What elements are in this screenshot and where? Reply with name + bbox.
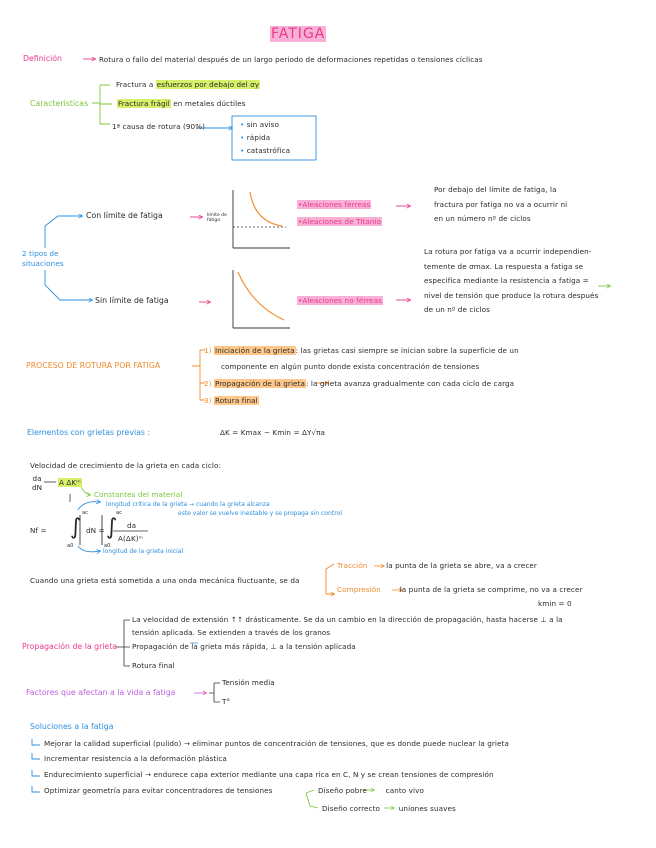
diseno-correcto [322, 804, 456, 813]
nf-note-top [106, 500, 342, 518]
eq1-rhs-value: A ΔKᵐ [59, 478, 81, 487]
diseno-pobre [318, 786, 424, 795]
caracteristica-item-1-highlight: esfuerzos por debajo del σy [156, 80, 260, 89]
solucion-item-4: Optimizar geometría para evitar concentradores de tensiones [44, 786, 273, 795]
sin-alloys: •Aleaciones no férreas [298, 296, 382, 305]
caracteristica-item-2-post: en metales dúctiles [170, 99, 246, 108]
box-item-sin-aviso: • sin aviso [240, 120, 280, 129]
box-item-catastrofica: • catastrófica [240, 146, 291, 155]
nf-note-top-line2: este valor se vuelve inestable y se propaga sin control [178, 510, 342, 517]
proceso-step-1-cont: componente en algún punto donde exista concentración de tensiones [221, 362, 480, 371]
graph-label-line1: límite de [207, 213, 227, 218]
solucion-item-3: Endurecimiento superficial → endurece capa exterior mediante una capa rica en C, N y se crean tensiones de compresión [44, 770, 494, 779]
page-title-text: FATIGA [271, 26, 326, 42]
con-note-line3: en un número nº de ciclos [434, 214, 531, 223]
eq1-num: da [32, 474, 42, 483]
graph-label-limite [207, 213, 227, 223]
diseno-correcto-value: uniones suaves [398, 804, 456, 813]
compresion-text: la punta de la grieta se comprime, no va a crecer [399, 585, 583, 594]
nf-integral-1: ∫ [70, 515, 82, 540]
sin-note-line4: nivel de tensión que produce la rotura después [424, 290, 599, 300]
elementos-formula: ΔK = Kmax − Kmin = ΔY√πa [220, 428, 326, 437]
page-title [270, 26, 326, 42]
step-3-num: 3) [204, 396, 212, 405]
eq1-note: Constantes del material [94, 490, 183, 499]
step-2-text: : la grieta avanza gradualmente con cada ciclo de carga [306, 379, 515, 388]
carga-text: Cuando una grieta está sometida a una onda mecánica fluctuante, se da [30, 576, 300, 585]
propagacion-item-3: Rotura final [132, 661, 175, 670]
definicion-text: Rotura o fallo del material después de un largo periodo de deformaciones repetidas o tensiones cíclicas [99, 55, 483, 64]
graph-label-line2: fatiga [207, 218, 220, 223]
step-3-title: Rotura final [214, 396, 258, 405]
elementos-label: Elementos con grietas previas : [27, 428, 151, 437]
sin-note-line3: especifica mediante la resistencia a fatiga = [424, 276, 589, 285]
step-1-text: : las grietas casi siempre se inician sobre la superficie de un [295, 346, 519, 355]
nf-note-top-line1: longitud crítica de la grieta → cuando la grieta alcanza [106, 501, 270, 508]
carga-traccion [337, 561, 537, 570]
propagacion-label: Propagación de la grieta [22, 642, 118, 651]
factores-label: Factores que afectan a la vida a fatiga [26, 688, 176, 697]
step-1-title: Iniciación de la grieta [214, 346, 295, 355]
caracteristica-item-1-pre: Fractura a [116, 80, 156, 89]
traccion-text: la punta de la grieta se abre, va a crecer [386, 561, 537, 570]
step-2-title: Propagación de la grieta [214, 379, 306, 388]
factor-temperatura: T° [222, 697, 231, 706]
diseno-pobre-value: canto vivo [385, 786, 424, 795]
alloy-ferreas: •Aleaciones férreas [298, 200, 371, 209]
caracteristica-item-2-highlight: Fractura frágil [118, 99, 170, 108]
compresion-label: Compresión [337, 585, 381, 594]
con-note [434, 183, 567, 227]
tipos-label [22, 249, 64, 269]
sin-note-line2: temente de σmax. La respuesta a fatiga se [424, 261, 584, 271]
caracteristica-item-2 [117, 99, 246, 108]
nf-lower-a: a0 [67, 543, 74, 549]
con-note-line1: Por debajo del límite de fatiga, la [434, 185, 557, 194]
eq1-den: dN [32, 483, 43, 492]
nf-frac-num: da [127, 521, 137, 530]
con-alloys [297, 196, 382, 230]
diseno-pobre-label: Diseño pobre [318, 786, 367, 795]
con-limite-label: Con límite de fatiga [86, 211, 163, 220]
sin-note [424, 245, 598, 318]
tipos-label-line2: situaciones [22, 259, 64, 268]
propagacion-item-1: La velocidad de extensión ↑↑ drásticamente. Se da un cambio en la dirección de propagación, hasta hacerse ⊥ a la [132, 615, 563, 624]
caracteristicas-label: Características [30, 99, 89, 108]
proceso-step-1 [204, 346, 519, 355]
nf-integral-2: ∫ [106, 515, 118, 540]
definicion-label: Definición [23, 54, 62, 63]
nf-upper-a: ac [82, 510, 88, 516]
box-item-rapida: • rápida [240, 133, 271, 142]
proceso-label: PROCESO DE ROTURA POR FATIGA [26, 361, 161, 370]
sin-note-line5: de un nº de ciclos [424, 305, 490, 314]
tipos-label-line1: 2 tipos de [22, 249, 59, 258]
nf-frac-den: A(ΔK)ᵐ [118, 534, 144, 543]
diseno-correcto-label: Diseño correcto [322, 804, 380, 813]
nf-lower-a-2: a0 [104, 543, 111, 549]
nf-note-bottom: longitud de la grieta inicial [103, 548, 184, 555]
propagacion-item-1-cont: tensión aplicada. Se extienden a través de los granos [132, 628, 331, 637]
nf-mid: dN = [86, 526, 105, 535]
solucion-item-2: Incrementar resistencia a la deformación plástica [44, 754, 227, 763]
soluciones-label: Soluciones a la fatiga [30, 722, 114, 731]
eq1-lhs [32, 474, 42, 492]
carga-kmin: kmin = 0 [538, 599, 572, 608]
caracteristica-box [240, 118, 290, 157]
carga-compresion [337, 585, 583, 594]
sin-limite-label: Sin límite de fatiga [95, 296, 169, 305]
velocidad-title: Velocidad de crecimiento de la grieta en cada ciclo: [30, 461, 221, 470]
eq1-rhs [58, 478, 82, 487]
step-1-num: 1) [204, 346, 212, 355]
propagacion-item-2: Propagación de la grieta más rápida, ⊥ a la tensión aplicada [132, 642, 356, 651]
alloy-titanio: •Aleaciones de Titanio [298, 217, 382, 226]
traccion-label: Tracción [337, 561, 368, 570]
factor-tension-media: Tensión media [222, 678, 275, 687]
caracteristica-item-1 [116, 80, 260, 89]
alloy-no-ferreas: Aleaciones no férreas [302, 296, 382, 305]
con-note-line2: fractura por fatiga no va a ocurrir ni [434, 199, 568, 209]
sin-note-line1: La rotura por fatiga va a ocurrir independien- [424, 247, 592, 256]
solucion-item-1: Mejorar la calidad superficial (pulido) → eliminar puntos de concentración de tensiones, que es donde puede nuclear la grieta [44, 739, 509, 748]
nf-upper-a-2: ac [116, 510, 122, 516]
step-2-num: 2) [204, 379, 212, 388]
caracteristica-item-3: 1ª causa de rotura (90%) [112, 122, 206, 131]
proceso-step-2 [204, 379, 514, 388]
proceso-step-3 [204, 396, 259, 405]
nf-lhs: Nf = [30, 526, 47, 535]
